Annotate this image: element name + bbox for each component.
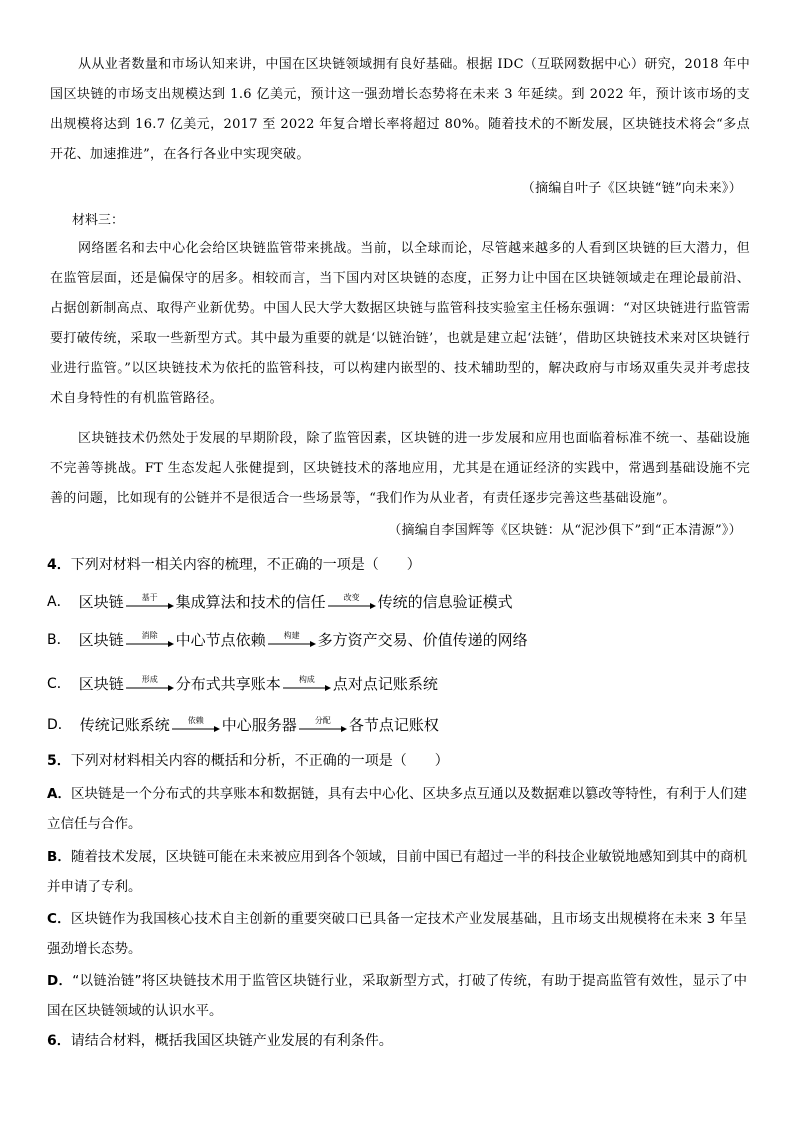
flow-node: 各节点记账权 (348, 715, 439, 734)
flow-node: 传统的信息验证模式 (377, 592, 513, 611)
question-stem: 请结合材料，概括我国区块链产业发展的有利条件。 (70, 1033, 393, 1049)
q5-option-b[interactable] (47, 842, 747, 902)
option-text: 区块链是一个分布式的共享账本和数据链，具有去中心化、区块多点互通以及数据难以篡改等特性，有利于人们建立信任与合作。 (47, 786, 748, 832)
material3-paragraph-2: 区块链技术仍然处于发展的早期阶段，除了监管因素，区块链的进一步发展和应用也面临着标准不统一、基础设施不完善等挑战。FT 生态发起人张健提到，区块链技术的落地应用，尤其是在通证经济的实践中，常遇到基础设施不完善的问题，比如现有的公链并不是很适合一些场景等，“我们作为从业者，有责任逐步完善这些基础设施”。 (50, 431, 750, 506)
question-number: 4． (47, 557, 71, 573)
option-text: 随着技术发展，区块链可能在未来被应用到各个领域，目前中国已有超过一半的科技企业敏锐地感知到其中的商机并申请了专利。 (47, 849, 747, 895)
flow-node: 中心节点依赖 (175, 630, 266, 649)
option-letter: A． (47, 594, 71, 610)
right-arrow-icon (299, 716, 347, 733)
arrow-label: 形成 (141, 674, 158, 684)
question-stem: 下列对材料相关内容的概括和分析，不正确的一项是（ ） (70, 753, 449, 769)
q4-option-a[interactable] (47, 586, 513, 616)
arrow-label: 改变 (343, 592, 360, 602)
flow-node: 多方资产交易、价值传递的网络 (317, 630, 528, 649)
right-arrow-icon (283, 675, 331, 692)
flow-node: 区块链 (78, 674, 124, 693)
q5-option-d[interactable] (47, 966, 747, 1026)
flow-node: 分布式共享账本 (175, 674, 281, 693)
flow-node: 区块链 (78, 592, 124, 611)
question-5 (47, 750, 449, 772)
right-arrow-icon (126, 593, 174, 610)
arrow-label: 构建 (283, 630, 300, 640)
material3-source: （摘编自李国辉等《区块链：从“泥沙俱下”到“正本清源”》） (388, 523, 742, 538)
right-arrow-icon (172, 716, 220, 733)
option-letter: B． (47, 849, 71, 865)
option-letter: D． (47, 973, 73, 989)
right-arrow-icon (328, 593, 376, 610)
q5-option-c[interactable] (47, 904, 747, 964)
question-6 (47, 1030, 393, 1052)
flow-node: 传统记账系统 (79, 715, 170, 734)
flow-node: 中心服务器 (221, 715, 297, 734)
right-arrow-icon (126, 675, 174, 692)
arrow-label: 分配 (314, 715, 331, 725)
right-arrow-icon (126, 631, 174, 648)
question-stem: 下列对材料一相关内容的梳理，不正确的一项是（ ） (70, 557, 421, 573)
option-text: 区块链作为我国核心技术自主创新的重要突破口已具备一定技术产业发展基础，且市场支出规模将在未来 3 年呈强劲增长态势。 (47, 911, 747, 957)
option-letter: C． (47, 676, 71, 692)
arrow-label: 基于 (141, 592, 158, 602)
arrow-label: 依赖 (187, 715, 204, 725)
option-letter: D． (47, 717, 72, 733)
q4-option-d[interactable] (47, 709, 439, 739)
flow-node: 点对点记账系统 (332, 674, 438, 693)
material3-paragraph-1: 网络匿名和去中心化会给区块链监管带来挑战。当前，以全球而论，尽管越来越多的人看到区块链的巨大潜力，但在监管层面，还是偏保守的居多。相较而言，当下国内对区块链的态度，正努力让中国在区块链领域走在理论最前沿、占据创新制高点、取得产业新优势。中国人民大学大数据区块链与监管科技实验室主任杨东强调：“对区块链进行监管需要打破传统，采取一些新型方式。其中最为重要的就是‘以链治链’，也就是建立起‘法链’，借助区块链技术来对区块链行业进行监管。”以区块链技术为依托的监管科技，可以构建内嵌型的、技术辅助型的，解决政府与市场双重失灵并考虑技术自身特性的有机监管路径。 (50, 241, 750, 406)
material3-label: 材料三： (72, 213, 125, 228)
option-text: “以链治链”将区块链技术用于监管区块链行业，采取新型方式，打破了传统，有助于提高监管有效性，显示了中国在区块链领域的认识水平。 (47, 973, 747, 1019)
flow-node: 集成算法和技术的信任 (175, 592, 326, 611)
option-letter: B． (47, 632, 71, 648)
option-letter: A． (47, 786, 71, 802)
right-arrow-icon (268, 631, 316, 648)
material2-paragraph: 从从业者数量和市场认知来讲，中国在区块链领域拥有良好基础。根据 IDC（互联网数据中心）研究，2018 年中国区块链的市场支出规模达到 1.6 亿美元，预计这一强劲增长态势将在未来 3 年延续。到 2022 年，预计该市场的支出规模将达到 16.7 亿美元，2017 至 2022 年复合增长率将超过 80%。随着技术的不断发展，区块链技术将会“多点开花、加速推进”，在各行各业中实现突破。 (50, 57, 750, 162)
flow-node: 区块链 (78, 630, 124, 649)
question-4 (47, 554, 421, 576)
option-letter: C． (47, 911, 71, 927)
arrow-label: 构成 (298, 674, 315, 684)
q4-option-b[interactable] (47, 624, 528, 654)
question-number: 5． (47, 753, 71, 769)
q5-option-a[interactable] (47, 779, 747, 839)
q4-option-c[interactable] (47, 668, 438, 698)
arrow-label: 消除 (141, 630, 158, 640)
question-number: 6． (47, 1033, 71, 1049)
material2-source: （摘编自叶子《区块链“链”向未来》） (521, 181, 742, 196)
